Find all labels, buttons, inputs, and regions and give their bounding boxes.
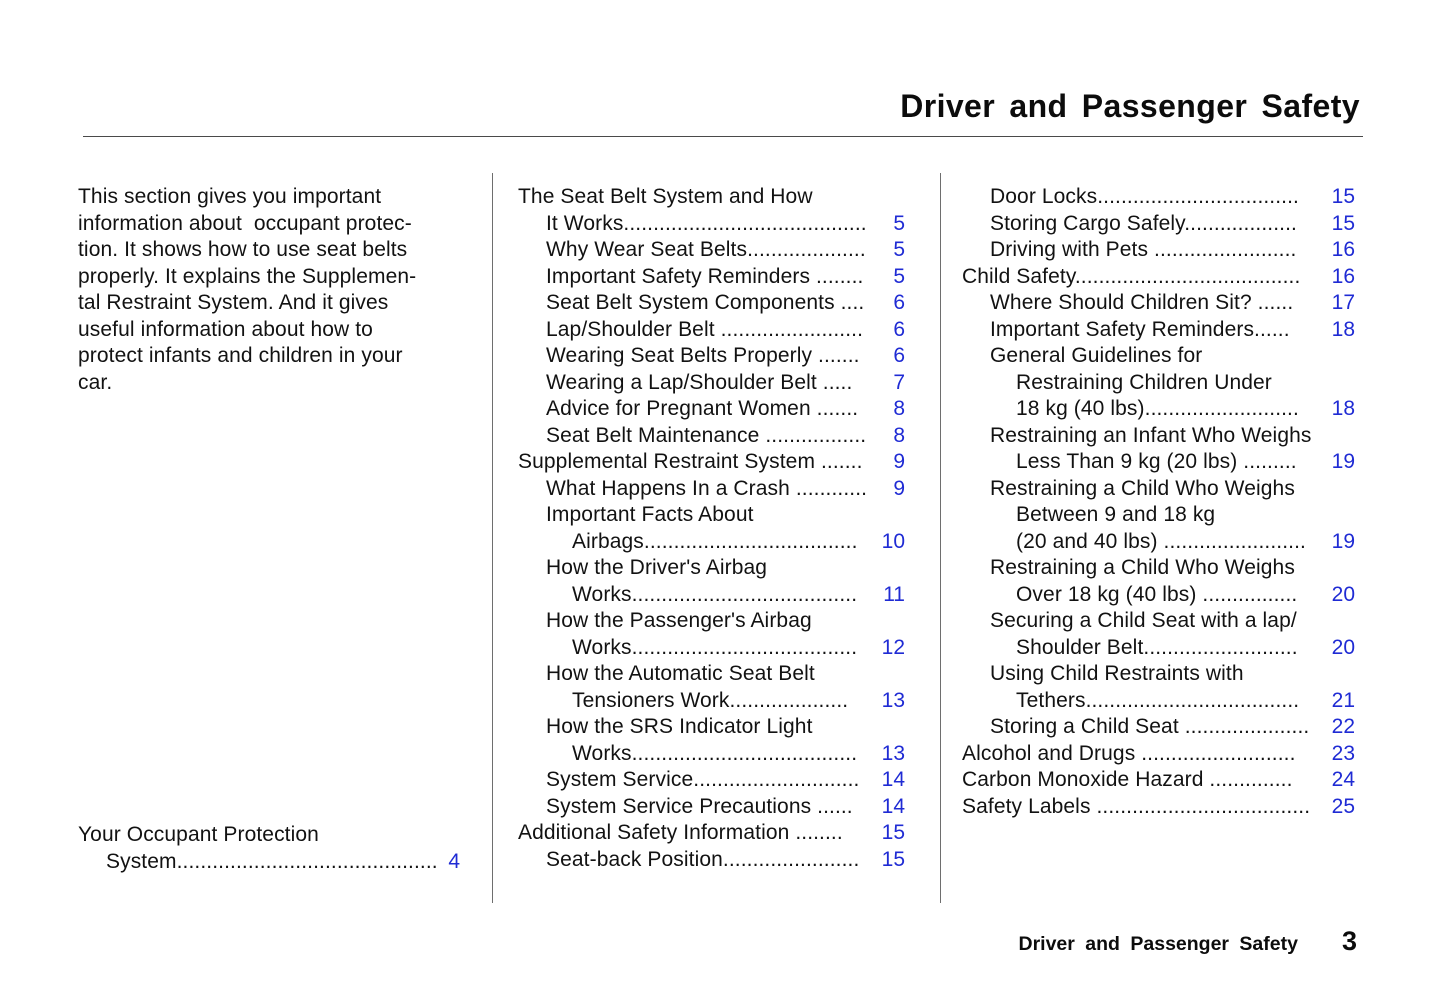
toc-entry bbox=[962, 264, 1355, 291]
toc-page-link[interactable]: 15 bbox=[1331, 185, 1355, 208]
toc-entry-label: Advice for Pregnant Women ....... bbox=[546, 397, 859, 420]
toc-entry bbox=[518, 211, 905, 238]
toc-column-1 bbox=[78, 822, 460, 875]
toc-page-link[interactable]: 9 bbox=[893, 450, 905, 473]
toc-entry-label: Important Safety Reminders ........ bbox=[546, 264, 864, 288]
toc-entry-label: Carbon Monoxide Hazard .............. bbox=[962, 768, 1293, 791]
footer-section-title: Driver and Passenger Safety bbox=[1018, 933, 1298, 955]
toc-entry-label: Between 9 and 18 kg bbox=[1016, 503, 1216, 526]
toc-entry-label: How the Automatic Seat Belt bbox=[546, 662, 815, 685]
toc-entry-label: Works...................................... bbox=[572, 741, 858, 765]
toc-entry-label: System............................................ bbox=[106, 849, 438, 873]
toc-entry-label: Airbags.................................... bbox=[572, 529, 858, 553]
toc-entry bbox=[962, 184, 1355, 211]
toc-page-link[interactable]: 17 bbox=[1331, 291, 1355, 314]
toc-entry bbox=[962, 555, 1355, 582]
toc-entry bbox=[518, 582, 905, 609]
toc-page-link[interactable]: 13 bbox=[881, 741, 905, 765]
toc-entry bbox=[962, 290, 1355, 317]
page-title: Driver and Passenger Safety bbox=[900, 88, 1360, 124]
toc-entry bbox=[518, 608, 905, 635]
toc-entry bbox=[962, 767, 1355, 794]
toc-entry-label: What Happens In a Crash ............ bbox=[546, 476, 868, 500]
toc-page-link[interactable]: 25 bbox=[1331, 794, 1355, 818]
toc-entry bbox=[518, 767, 905, 794]
content-columns bbox=[0, 170, 1445, 910]
toc-page-link[interactable]: 18 bbox=[1331, 317, 1355, 341]
toc-entry bbox=[962, 237, 1355, 264]
toc-entry-label: Wearing Seat Belts Properly ....... bbox=[546, 344, 860, 367]
toc-entry-label: Tethers.................................... bbox=[1016, 688, 1300, 712]
toc-entry-label: How the Passenger's Airbag bbox=[546, 609, 812, 632]
toc-page-link[interactable]: 5 bbox=[893, 238, 905, 261]
toc-entry-label: Restraining a Child Who Weighs bbox=[990, 556, 1295, 579]
toc-page-link[interactable]: 9 bbox=[893, 476, 905, 500]
toc-entry-label: Seat Belt System Components .... bbox=[546, 291, 865, 314]
toc-entry bbox=[518, 635, 905, 662]
toc-entry-label: System Service Precautions ...... bbox=[546, 794, 853, 818]
toc-column-middle bbox=[518, 170, 905, 910]
toc-entry-label: It Works......................................... bbox=[546, 211, 867, 235]
toc-entry bbox=[518, 714, 905, 741]
toc-entry bbox=[962, 661, 1355, 688]
toc-entry-label: 18 kg (40 lbs).......................... bbox=[1016, 397, 1299, 420]
toc-entry bbox=[518, 317, 905, 344]
toc-page-link[interactable]: 12 bbox=[881, 635, 905, 659]
toc-entry-label: Storing Cargo Safely................... bbox=[990, 211, 1297, 235]
toc-entry bbox=[518, 449, 905, 476]
toc-page-link[interactable]: 20 bbox=[1331, 635, 1355, 659]
toc-entry bbox=[518, 423, 905, 450]
toc-entry bbox=[518, 343, 905, 370]
toc-column-2 bbox=[518, 184, 905, 873]
toc-entry-label: Supplemental Restraint System ....... bbox=[518, 450, 863, 473]
toc-page-link[interactable]: 19 bbox=[1331, 450, 1355, 473]
toc-entry bbox=[962, 423, 1355, 450]
toc-entry-label: Tensioners Work.................... bbox=[572, 688, 849, 712]
toc-entry bbox=[518, 476, 905, 503]
toc-page-link[interactable]: 23 bbox=[1331, 741, 1355, 765]
toc-entry-label: Wearing a Lap/Shoulder Belt ..... bbox=[546, 370, 853, 394]
toc-page-link[interactable]: 7 bbox=[893, 370, 905, 394]
toc-entry-label: How the SRS Indicator Light bbox=[546, 715, 813, 738]
toc-page-link[interactable]: 15 bbox=[881, 847, 905, 871]
toc-entry bbox=[962, 529, 1355, 556]
toc-entry-label: Driving with Pets ........................ bbox=[990, 238, 1297, 261]
toc-entry bbox=[962, 449, 1355, 476]
toc-entry-label: The Seat Belt System and How bbox=[518, 185, 813, 208]
toc-column-right bbox=[962, 170, 1355, 910]
toc-page-link[interactable]: 16 bbox=[1331, 238, 1355, 261]
toc-page-link[interactable]: 16 bbox=[1331, 264, 1355, 288]
toc-entry bbox=[518, 688, 905, 715]
toc-page-link[interactable]: 11 bbox=[883, 582, 905, 606]
toc-entry-label: Important Safety Reminders...... bbox=[990, 317, 1290, 341]
toc-entry bbox=[962, 714, 1355, 741]
toc-entry bbox=[962, 476, 1355, 503]
column-divider-1 bbox=[492, 173, 493, 903]
toc-entry-label: Door Locks.................................. bbox=[990, 185, 1299, 208]
toc-entry-label: Why Wear Seat Belts.................... bbox=[546, 238, 866, 261]
toc-entry-label: Restraining an Infant Who Weighs bbox=[990, 423, 1312, 447]
toc-entry-label: How the Driver's Airbag bbox=[546, 556, 768, 579]
toc-entry-label: Safety Labels .................................... bbox=[962, 794, 1311, 818]
toc-entry-label: Your Occupant Protection bbox=[78, 823, 319, 846]
toc-entry bbox=[962, 635, 1355, 662]
toc-page-link[interactable]: 8 bbox=[893, 423, 905, 447]
intro-paragraph: This section gives you important information about occupant protec- tion. It shows how to use seat belts properly. It explains the Supplemen- tal Restraint System. And it gives useful information about how to protect infants and children in your car. bbox=[78, 185, 417, 394]
toc-page-link[interactable]: 4 bbox=[448, 849, 460, 873]
toc-page-link[interactable]: 18 bbox=[1331, 397, 1355, 420]
toc-entry-label: Restraining Children Under bbox=[1016, 370, 1272, 394]
toc-entry bbox=[518, 555, 905, 582]
toc-entry bbox=[518, 529, 905, 556]
toc-entry bbox=[518, 661, 905, 688]
toc-page-link[interactable]: 6 bbox=[893, 317, 905, 341]
toc-entry bbox=[518, 502, 905, 529]
toc-entry-label: Storing a Child Seat ..................... bbox=[990, 715, 1310, 738]
toc-entry-label: Where Should Children Sit? ...... bbox=[990, 291, 1294, 314]
toc-page-link[interactable]: 5 bbox=[893, 211, 905, 235]
toc-entry-label: General Guidelines for bbox=[990, 344, 1203, 367]
toc-entry bbox=[962, 794, 1355, 821]
page-footer bbox=[1019, 926, 1358, 957]
toc-page-link[interactable]: 5 bbox=[893, 264, 905, 288]
toc-entry bbox=[518, 820, 905, 847]
toc-entry bbox=[518, 396, 905, 423]
toc-entry bbox=[518, 847, 905, 874]
toc-page-link[interactable]: 13 bbox=[881, 688, 905, 712]
toc-entry-label: Alcohol and Drugs .......................... bbox=[962, 741, 1296, 765]
toc-entry bbox=[78, 822, 460, 849]
toc-entry-label: Child Safety...................................... bbox=[962, 264, 1301, 288]
toc-entry-label: Seat-back Position....................... bbox=[546, 847, 860, 871]
toc-entry bbox=[962, 688, 1355, 715]
toc-entry bbox=[518, 264, 905, 291]
toc-entry bbox=[962, 582, 1355, 609]
toc-page-link[interactable]: 24 bbox=[1331, 768, 1355, 791]
toc-page-link[interactable]: 6 bbox=[893, 344, 905, 367]
toc-page-link[interactable]: 15 bbox=[1331, 211, 1355, 235]
toc-entry bbox=[962, 608, 1355, 635]
toc-entry-label: Additional Safety Information ........ bbox=[518, 821, 843, 844]
toc-page-link[interactable]: 10 bbox=[881, 529, 905, 553]
toc-entry-label: Less Than 9 kg (20 lbs) ......... bbox=[1016, 450, 1297, 473]
toc-page-link[interactable]: 15 bbox=[881, 821, 905, 844]
toc-entry bbox=[518, 237, 905, 264]
toc-entry-label: (20 and 40 lbs) ........................ bbox=[1016, 529, 1306, 553]
toc-entry bbox=[962, 343, 1355, 370]
toc-entry bbox=[962, 370, 1355, 397]
toc-entry-label: Shoulder Belt.......................... bbox=[1016, 635, 1298, 659]
title-rule bbox=[83, 136, 1363, 137]
toc-entry bbox=[962, 396, 1355, 423]
toc-entry bbox=[962, 741, 1355, 768]
toc-page-link[interactable]: 6 bbox=[893, 291, 905, 314]
toc-entry bbox=[518, 184, 905, 211]
toc-entry-label: Securing a Child Seat with a lap/ bbox=[990, 609, 1297, 632]
toc-entry-label: Works...................................... bbox=[572, 582, 858, 606]
toc-column-3 bbox=[962, 184, 1355, 820]
toc-page-link[interactable]: 20 bbox=[1331, 582, 1355, 606]
toc-entry bbox=[518, 741, 905, 768]
toc-entry-label: System Service............................ bbox=[546, 768, 860, 791]
toc-entry bbox=[78, 849, 460, 876]
column-divider-2 bbox=[940, 173, 941, 903]
footer-page-number: 3 bbox=[1341, 926, 1357, 956]
toc-entry bbox=[518, 794, 905, 821]
toc-entry-label: Using Child Restraints with bbox=[990, 662, 1244, 685]
toc-page-link[interactable]: 8 bbox=[893, 397, 905, 420]
toc-entry bbox=[962, 317, 1355, 344]
toc-entry bbox=[518, 290, 905, 317]
toc-entry-label: Important Facts About bbox=[546, 503, 754, 526]
toc-page-link[interactable]: 19 bbox=[1331, 529, 1355, 553]
page-header bbox=[83, 88, 1360, 125]
toc-entry-label: Restraining a Child Who Weighs bbox=[990, 476, 1295, 500]
toc-page-link[interactable]: 22 bbox=[1331, 715, 1355, 738]
toc-entry bbox=[518, 370, 905, 397]
toc-entry-label: Lap/Shoulder Belt ........................ bbox=[546, 317, 864, 341]
toc-entry bbox=[962, 502, 1355, 529]
toc-entry-label: Over 18 kg (40 lbs) ................ bbox=[1016, 582, 1298, 606]
intro-column bbox=[78, 170, 460, 910]
toc-entry-label: Works...................................... bbox=[572, 635, 858, 659]
toc-page-link[interactable]: 14 bbox=[881, 768, 905, 791]
toc-page-link[interactable]: 14 bbox=[881, 794, 905, 818]
toc-entry-label: Seat Belt Maintenance ................. bbox=[546, 423, 867, 447]
toc-page-link[interactable]: 21 bbox=[1331, 688, 1355, 712]
toc-entry bbox=[962, 211, 1355, 238]
